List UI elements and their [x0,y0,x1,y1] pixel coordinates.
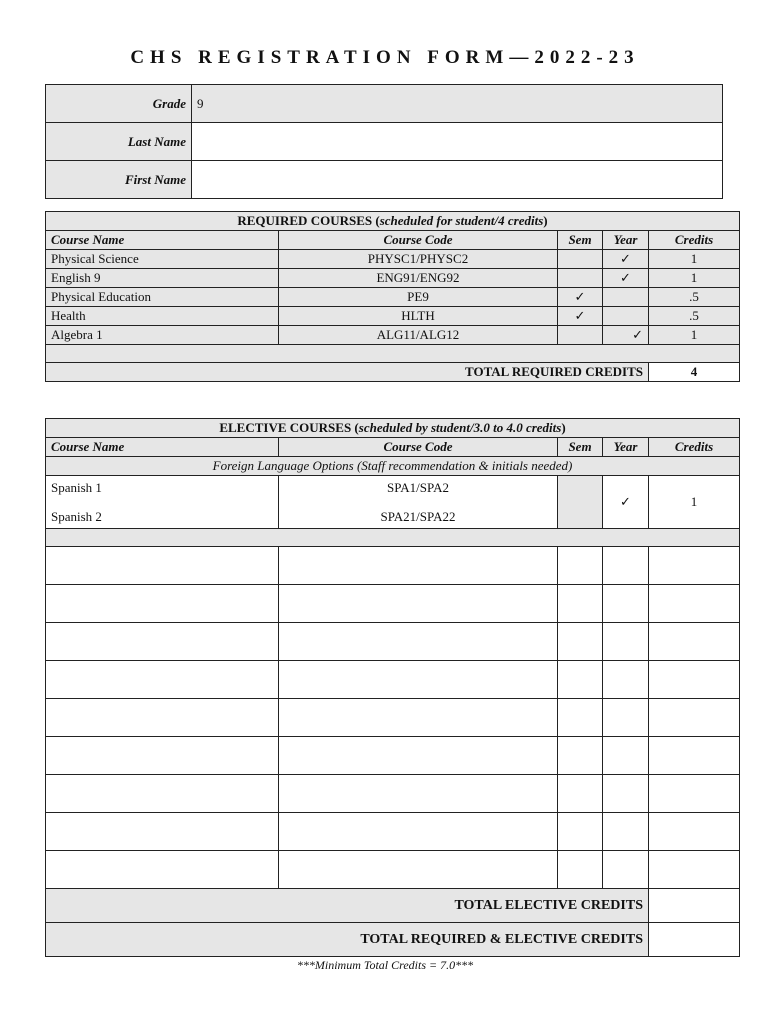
col-sem: Sem [558,231,603,250]
elective-credits-field[interactable] [649,661,740,699]
elective-code-field[interactable] [279,851,558,889]
course-code: ALG11/ALG12 [279,326,558,345]
col-course-name: Course Name [46,231,279,250]
year-check [603,288,649,307]
elective-entry-row [46,813,740,851]
foreign-language-note-row [46,457,740,476]
elective-year-field[interactable] [603,699,649,737]
table-row [46,269,740,288]
table-row [46,326,740,345]
table-row [46,288,740,307]
elective-courses-table [45,418,740,957]
elective-code-field[interactable] [279,547,558,585]
required-heading: REQUIRED COURSES (scheduled for student/4 credits) [46,212,740,231]
elective-heading-row [46,419,740,438]
elective-credits-field[interactable] [649,585,740,623]
total-all-field[interactable] [649,923,740,957]
last-name-label: Last Name [46,123,192,161]
course-code: HLTH [279,307,558,326]
elective-entry-row [46,585,740,623]
course-code: ENG91/ENG92 [279,269,558,288]
elective-entry-row [46,699,740,737]
sem-check [558,250,603,269]
elective-credits-field[interactable] [649,851,740,889]
course-name: Health [46,307,279,326]
elective-year-field[interactable] [603,585,649,623]
elective-year-field[interactable] [603,851,649,889]
col-credits: Credits [649,231,740,250]
elective-credits-field[interactable] [649,699,740,737]
col-sem: Sem [558,438,603,457]
course-name: English 9 [46,269,279,288]
elective-code-field[interactable] [279,585,558,623]
elective-code-field[interactable] [279,737,558,775]
elective-sem-field[interactable] [558,775,603,813]
elective-year-field[interactable] [603,661,649,699]
total-elective-label: TOTAL ELECTIVE CREDITS [46,889,649,923]
elective-credits-field[interactable] [649,775,740,813]
grade-field[interactable]: 9 [192,85,723,123]
grade-label: Grade [46,85,192,123]
foreign-language-note: Foreign Language Options (Staff recommendation & initials needed) [46,457,740,476]
credits: .5 [649,288,740,307]
table-row [46,250,740,269]
language-code-2: SPA21/SPA22 [380,508,456,524]
elective-credits-field[interactable] [649,547,740,585]
language-year-check: ✓ [603,476,649,529]
language-option-spanish-1[interactable]: Spanish 1 [51,479,102,495]
credits: 1 [649,250,740,269]
year-check: ✓ [603,250,649,269]
total-elective-field[interactable] [649,889,740,923]
elective-name-field[interactable] [46,699,279,737]
student-info-table [45,84,723,199]
elective-code-field[interactable] [279,699,558,737]
total-all-label: TOTAL REQUIRED & ELECTIVE CREDITS [46,923,649,957]
elective-sem-field[interactable] [558,851,603,889]
total-required-label: TOTAL REQUIRED CREDITS [46,363,649,382]
spacer-row [46,345,740,363]
elective-name-field[interactable] [46,547,279,585]
elective-entry-row [46,661,740,699]
sem-check [558,269,603,288]
elective-name-field[interactable] [46,813,279,851]
elective-year-field[interactable] [603,737,649,775]
elective-year-field[interactable] [603,775,649,813]
last-name-row [46,123,723,161]
elective-name-field[interactable] [46,585,279,623]
elective-credits-field[interactable] [649,623,740,661]
col-course-code: Course Code [279,231,558,250]
first-name-label: First Name [46,161,192,199]
credits: 1 [649,326,740,345]
elective-name-field[interactable] [46,737,279,775]
col-course-name: Course Name [46,438,279,457]
course-name: Algebra 1 [46,326,279,345]
elective-year-field[interactable] [603,623,649,661]
col-year: Year [603,231,649,250]
course-code: PHYSC1/PHYSC2 [279,250,558,269]
language-options-row [46,476,740,529]
year-check: ✓ [603,326,649,345]
course-code: PE9 [279,288,558,307]
elective-code-field[interactable] [279,775,558,813]
elective-sem-field[interactable] [558,585,603,623]
elective-year-field[interactable] [603,547,649,585]
elective-sem-field[interactable] [558,547,603,585]
sem-check: ✓ [558,288,603,307]
elective-name-field[interactable] [46,851,279,889]
total-required-value: 4 [649,363,740,382]
elective-sem-field[interactable] [558,661,603,699]
elective-name-field[interactable] [46,661,279,699]
elective-code-field[interactable] [279,623,558,661]
sem-check [558,326,603,345]
elective-column-headers [46,438,740,457]
elective-entry-row [46,851,740,889]
language-names [46,476,279,529]
required-heading-row [46,212,740,231]
total-required-row [46,363,740,382]
elective-sem-field[interactable] [558,813,603,851]
language-sem [558,476,603,529]
sem-check: ✓ [558,307,603,326]
elective-sem-field[interactable] [558,737,603,775]
credits: .5 [649,307,740,326]
language-option-spanish-2[interactable]: Spanish 2 [51,508,102,524]
first-name-field[interactable] [192,161,723,199]
elective-credits-field[interactable] [649,737,740,775]
credits: 1 [649,269,740,288]
course-name: Physical Science [46,250,279,269]
elective-sem-field[interactable] [558,623,603,661]
total-elective-row [46,889,740,923]
table-row [46,307,740,326]
required-courses-table [45,211,740,382]
elective-entry-row [46,737,740,775]
elective-entry-row [46,775,740,813]
spacer-row [46,529,740,547]
course-name: Physical Education [46,288,279,307]
elective-sem-field[interactable] [558,699,603,737]
elective-name-field[interactable] [46,775,279,813]
elective-year-field[interactable] [603,813,649,851]
elective-entry-row [46,623,740,661]
col-year: Year [603,438,649,457]
language-codes [279,476,558,529]
language-code-1: SPA1/SPA2 [387,479,449,495]
minimum-credits-note: ***Minimum Total Credits = 7.0*** [296,958,474,972]
total-all-row [46,923,740,957]
form-title: CHS REGISTRATION FORM—2022-23 [130,47,640,68]
elective-code-field[interactable] [279,813,558,851]
year-check [603,307,649,326]
grade-row [46,85,723,123]
elective-entry-row [46,547,740,585]
col-credits: Credits [649,438,740,457]
last-name-field[interactable] [192,123,723,161]
elective-code-field[interactable] [279,661,558,699]
required-column-headers [46,231,740,250]
elective-credits-field[interactable] [649,813,740,851]
year-check: ✓ [603,269,649,288]
elective-heading: ELECTIVE COURSES (scheduled by student/3.0 to 4.0 credits) [46,419,740,438]
language-credits: 1 [649,476,740,529]
elective-name-field[interactable] [46,623,279,661]
first-name-row [46,161,723,199]
col-course-code: Course Code [279,438,558,457]
